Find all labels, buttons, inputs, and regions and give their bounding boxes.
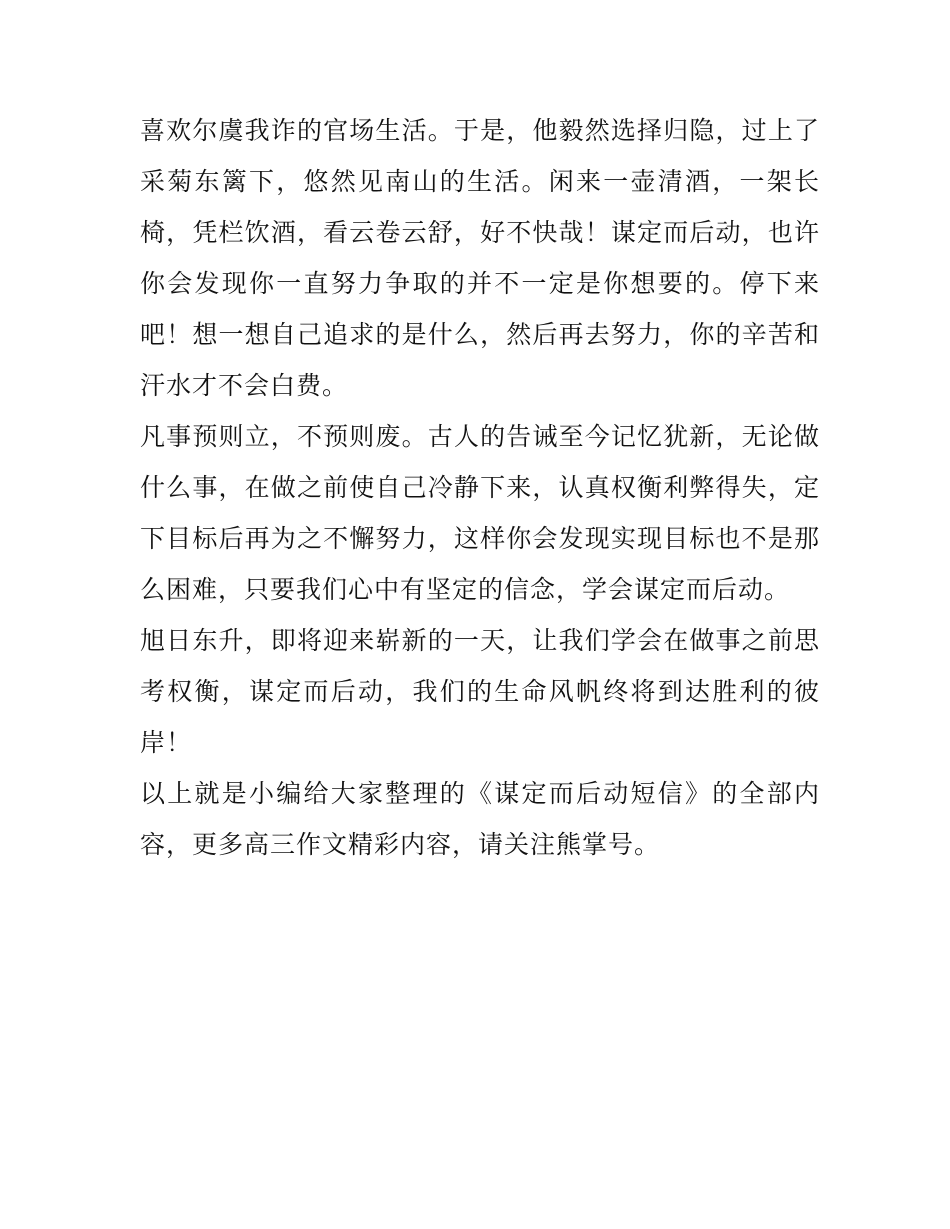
- paragraph-2: 凡事预则立，不预则废。古人的告诫至今记忆犹新，无论做什么事，在做之前使自己冷静下来，认真权衡利弊得失，定下目标后再为之不懈努力，这样你会发现实现目标也不是那么困难，只要我们心中有坚定的信念，学会谋定而后动。: [140, 422, 820, 604]
- paragraph-3: 旭日东升，即将迎来崭新的一天，让我们学会在做事之前思考权衡，谋定而后动，我们的生命风帆终将到达胜利的彼岸！: [140, 626, 820, 757]
- paragraph-4: 以上就是小编给大家整理的《谋定而后动短信》的全部内容，更多高三作文精彩内容，请关注熊掌号。: [140, 779, 820, 859]
- document-body: [140, 105, 820, 870]
- paragraph-1: 喜欢尔虞我诈的官场生活。于是，他毅然选择归隐，过上了采菊东篱下，悠然见南山的生活。闲来一壶清酒，一架长椅，凭栏饮酒，看云卷云舒，好不快哉！谋定而后动，也许你会发现你一直努力争取的并不一定是你想要的。停下来吧！想一想自己追求的是什么，然后再去努力，你的辛苦和汗水才不会白费。: [140, 116, 820, 400]
